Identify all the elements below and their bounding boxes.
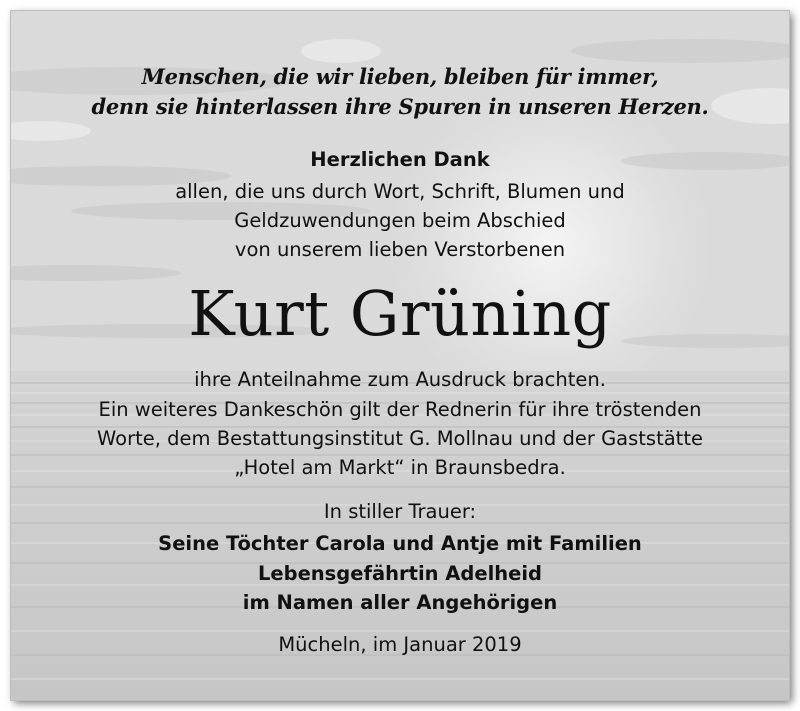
mourners-line-3: im Namen aller Angehörigen: [242, 591, 558, 614]
thanks-line-3: von unserem lieben Verstorbenen: [234, 238, 566, 261]
thanks-line-2: Geldzuwendungen beim Abschied: [234, 209, 566, 232]
mourners-line-1: Seine Töchter Carola und Antje mit Familien: [158, 532, 642, 555]
mourners-line-2: Lebensgefährtin Adelheid: [257, 562, 543, 585]
closing-line-3: Worte, dem Bestattungsinstitut G. Mollnau und der Gaststätte: [97, 427, 703, 450]
thanks-line-1: allen, die uns durch Wort, Schrift, Blumen und: [175, 180, 625, 203]
place-date: Mücheln, im Januar 2019: [278, 633, 522, 656]
motto-line-2: denn sie hinterlassen ihre Spuren in unseren Herzen.: [91, 94, 709, 119]
closing-line-4: „Hotel am Markt“ in Braunsbedra.: [234, 456, 566, 479]
deceased-name: Kurt Grüning: [188, 277, 612, 350]
obituary-notice: [11, 11, 789, 700]
closing-line-1: ihre Anteilnahme zum Ausdruck brachten.: [194, 368, 606, 391]
closing-line-2: Ein weiteres Dankeschön gilt der Rednerin für ihre tröstenden: [98, 398, 702, 421]
thanks-heading: Herzlichen Dank: [310, 148, 490, 171]
motto-line-1: Menschen, die wir lieben, bleiben für immer,: [141, 64, 659, 89]
mourners-intro: In stiller Trauer:: [323, 500, 477, 523]
